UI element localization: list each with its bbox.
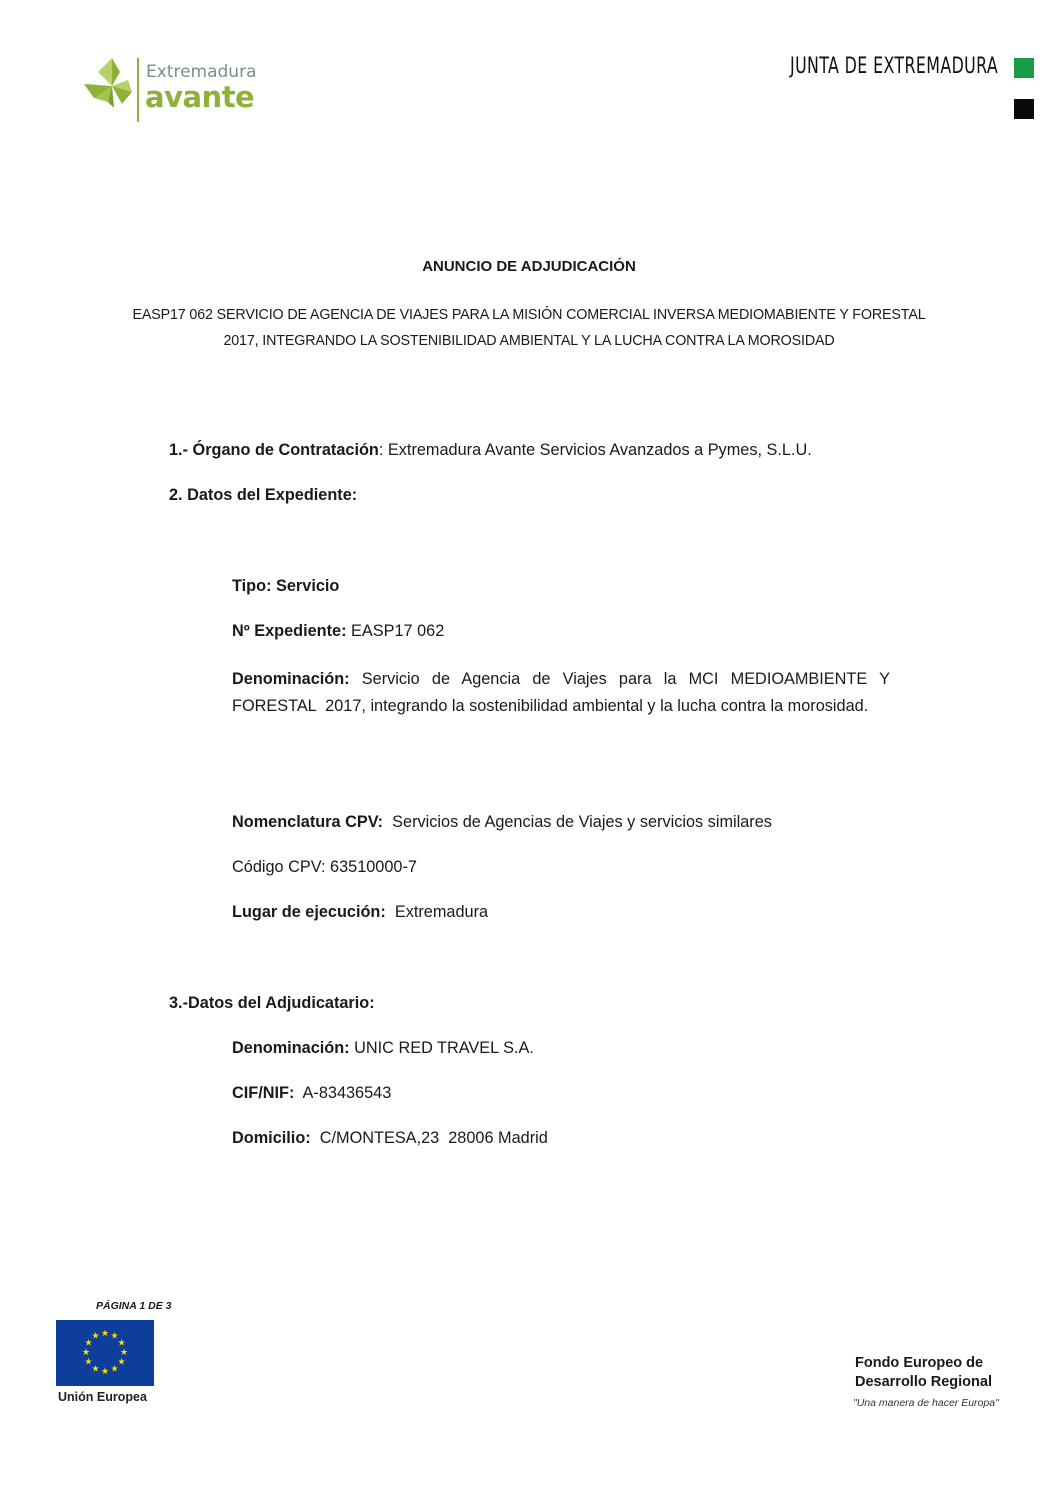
eu-stars-icon (56, 1320, 154, 1386)
adjudicatario-denominacion-field (232, 1039, 534, 1058)
expediente-label: Nº Expediente: (232, 622, 347, 640)
junta-de-extremadura-logo-text: JUNTA DE EXTREMADURA (790, 54, 999, 79)
cpv-value: Servicios de Agencias de Viajes y servicios similares (383, 813, 772, 831)
cpv-field (232, 813, 772, 832)
expediente-value: EASP17 062 (346, 622, 445, 640)
denominacion-expediente-label: Denominación: (232, 670, 350, 688)
svg-text:★: ★ (84, 1357, 93, 1368)
extremadura-avante-logo (84, 58, 257, 122)
denominacion-expediente-field (232, 666, 895, 720)
document-title: ANUNCIO DE ADJUDICACIÓN (422, 258, 636, 275)
junta-black-square (1014, 99, 1034, 119)
organo-label: 1.- Órgano de Contratación (169, 441, 379, 459)
organo-value: : Extremadura Avante Servicios Avanzados a Pymes, S.L.U. (378, 441, 812, 459)
svg-text:★: ★ (110, 1331, 119, 1342)
adjudicatario-denominacion-value: UNIC RED TRAVEL S.A. (349, 1039, 534, 1057)
svg-text:★: ★ (119, 1348, 129, 1358)
feder-title-line-2: Desarrollo Regional (855, 1374, 992, 1390)
expediente-field (232, 622, 444, 641)
page-number: PÁGINA 1 DE 3 (96, 1300, 172, 1312)
eu-flag-icon (56, 1320, 154, 1386)
svg-text:★: ★ (100, 1367, 110, 1377)
svg-text:★: ★ (91, 1364, 100, 1375)
eu-label: Unión Europea (58, 1390, 147, 1404)
feder-slogan: "Una manera de hacer Europa" (853, 1397, 999, 1409)
domicilio-value: C/MONTESA,23 28006 Madrid (310, 1129, 548, 1147)
denominacion-expediente-value: Servicio de Agencia de Viajes para la MCI MEDIOAMBIENTE Y FORESTAL 2017, integrando la sostenibilidad ambiental y la lucha contra la morosidad. (232, 670, 895, 715)
junta-green-square (1014, 58, 1034, 78)
svg-text:★: ★ (117, 1338, 126, 1349)
lugar-label: Lugar de ejecución: (232, 903, 386, 921)
avante-logo-big-text: avante (145, 80, 255, 114)
codigo-cpv-field: Código CPV: 63510000-7 (232, 858, 417, 876)
section-datos-expediente-heading: 2. Datos del Expediente: (169, 486, 358, 504)
cpv-label: Nomenclatura CPV: (232, 813, 384, 831)
avante-star-icon (84, 58, 132, 122)
svg-text:★: ★ (117, 1357, 126, 1368)
avante-logo-small-text: Extremadura (146, 62, 257, 82)
section-organo-contratacion (169, 441, 812, 460)
cif-label: CIF/NIF: (232, 1084, 295, 1102)
domicilio-field (232, 1129, 548, 1148)
svg-text:★: ★ (84, 1338, 93, 1349)
lugar-ejecucion-field (232, 903, 488, 922)
svg-text:★: ★ (100, 1329, 110, 1339)
domicilio-label: Domicilio: (232, 1129, 311, 1147)
document-subtitle (92, 302, 966, 354)
svg-text:★: ★ (110, 1364, 119, 1375)
feder-title-line-1: Fondo Europeo de (855, 1355, 984, 1371)
feder-title (855, 1354, 992, 1392)
lugar-value: Extremadura (385, 903, 489, 921)
cif-value: A-83436543 (294, 1084, 392, 1102)
svg-text:★: ★ (81, 1348, 91, 1358)
cif-field (232, 1084, 391, 1103)
section-datos-adjudicatario-heading: 3.-Datos del Adjudicatario: (169, 994, 375, 1012)
document-subtitle-line-2: 2017, INTEGRANDO LA SOSTENIBILIDAD AMBIENTAL Y LA LUCHA CONTRA LA MOROSIDAD (223, 333, 835, 349)
tipo-field: Tipo: Servicio (232, 577, 340, 595)
document-subtitle-line-1: EASP17 062 SERVICIO DE AGENCIA DE VIAJES PARA LA MISIÓN COMERCIAL INVERSA MEDIOMABIENTE Y FORESTAL (132, 307, 926, 323)
adjudicatario-denominacion-label: Denominación: (232, 1039, 350, 1057)
svg-text:★: ★ (91, 1331, 100, 1342)
avante-divider (137, 58, 139, 122)
